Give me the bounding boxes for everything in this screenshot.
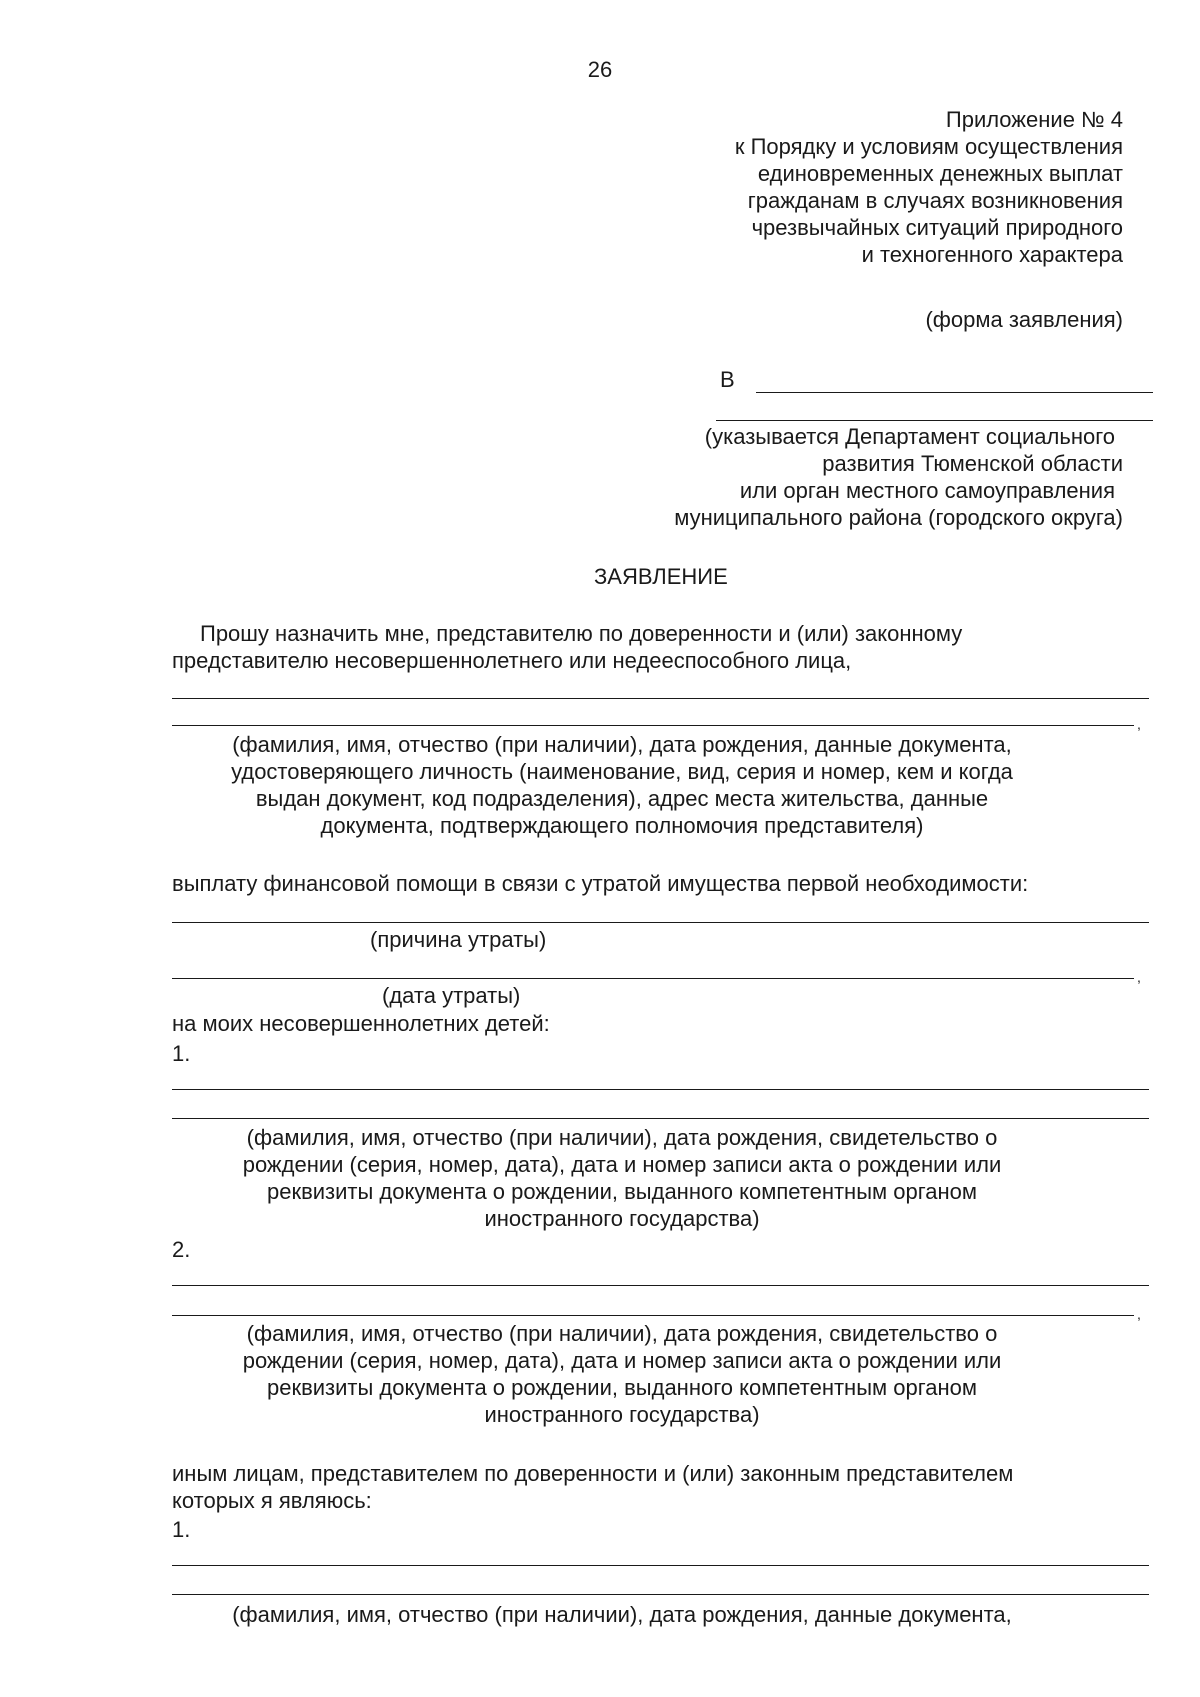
- child-hint-line: иностранного государства): [484, 1402, 760, 1427]
- others-line-b[interactable]: [172, 1594, 1149, 1595]
- intro-line-1: Прошу назначить мне, представителю по доверенности и (или) законному: [200, 621, 963, 646]
- loss-reason-hint: (причина утраты): [370, 927, 547, 952]
- comma: ,: [1137, 969, 1141, 985]
- applicant-hint-line: (фамилия, имя, отчество (при наличии), дата рождения, данные документа,: [232, 732, 1012, 757]
- child-hint-line: рождении (серия, номер, дата), дата и номер записи акта о рождении или: [242, 1348, 1002, 1373]
- child-number: 1.: [172, 1041, 191, 1066]
- others-number: 1.: [172, 1517, 191, 1542]
- appendix-block: [735, 106, 1123, 268]
- child-2-line-1[interactable]: [172, 1285, 1149, 1286]
- child-hint-line: реквизиты документа о рождении, выданного компетентным органом: [266, 1375, 978, 1400]
- child-1-hint: [172, 1124, 1072, 1232]
- child-hint-line: (фамилия, имя, отчество (при наличии), дата рождения, свидетельство о: [246, 1125, 998, 1150]
- loss-date-line[interactable]: [172, 978, 1134, 979]
- child-hint-line: рождении (серия, номер, дата), дата и номер записи акта о рождении или: [242, 1152, 1002, 1177]
- applicant-hint-line: выдан документ, код подразделения), адрес места жительства, данные: [255, 786, 989, 811]
- form-label: (форма заявления): [925, 307, 1123, 332]
- child-hint-line: (фамилия, имя, отчество (при наличии), дата рождения, свидетельство о: [246, 1321, 998, 1346]
- document-title: ЗАЯВЛЕНИЕ: [594, 564, 728, 589]
- appendix-line: гражданам в случаях возникновения: [747, 188, 1123, 213]
- loss-date-hint: (дата утраты): [382, 983, 521, 1008]
- children-label: на моих несовершеннолетних детей:: [172, 1011, 550, 1036]
- others-hint: [172, 1601, 1072, 1628]
- appendix-line: единовременных денежных выплат: [757, 161, 1123, 186]
- loss-reason-line[interactable]: [172, 922, 1149, 923]
- addressee-hint: [674, 423, 1123, 531]
- child-hint-line: иностранного государства): [484, 1206, 760, 1231]
- addressee-line-1[interactable]: [756, 392, 1153, 393]
- appendix-line: к Порядку и условиям осуществления: [734, 134, 1123, 159]
- others-line-a[interactable]: [172, 1565, 1149, 1566]
- others-line-1: иным лицам, представителем по доверенности и (или) законным представителем: [172, 1461, 1014, 1486]
- others-hint-line: (фамилия, имя, отчество (при наличии), дата рождения, данные документа,: [232, 1602, 1012, 1627]
- appendix-line: чрезвычайных ситуаций природного: [751, 215, 1123, 240]
- payment-text: выплату финансовой помощи в связи с утратой имущества первой необходимости:: [172, 871, 1029, 896]
- page-number: 26: [587, 57, 613, 82]
- applicant-line-1[interactable]: [172, 698, 1149, 699]
- child-1-line-2[interactable]: [172, 1118, 1149, 1119]
- appendix-line: Приложение № 4: [945, 107, 1123, 132]
- appendix-line: и техногенного характера: [861, 242, 1123, 267]
- addressee-hint-line: развития Тюменской области: [822, 451, 1123, 476]
- comma: ,: [1137, 1306, 1141, 1322]
- intro-line-2: представителю несовершеннолетнего или недееспособного лица,: [172, 648, 852, 673]
- others-line-2: которых я являюсь:: [172, 1488, 372, 1513]
- addressee-line-2[interactable]: [716, 420, 1153, 421]
- applicant-line-2[interactable]: [172, 725, 1134, 726]
- child-hint-line: реквизиты документа о рождении, выданного компетентным органом: [266, 1179, 978, 1204]
- child-number: 2.: [172, 1237, 191, 1262]
- child-2-hint: [172, 1320, 1072, 1428]
- addressee-hint-line: или орган местного самоуправления: [739, 478, 1115, 503]
- child-2-line-2[interactable]: [172, 1315, 1134, 1316]
- addressee-hint-line: муниципального района (городского округа): [674, 505, 1123, 530]
- addressee-prefix: В: [720, 367, 735, 392]
- addressee-hint-line: (указывается Департамент социального: [704, 424, 1115, 449]
- applicant-hint: [172, 731, 1072, 839]
- applicant-hint-line: удостоверяющего личность (наименование, вид, серия и номер, кем и когда: [231, 759, 1013, 784]
- child-1-line-1[interactable]: [172, 1089, 1149, 1090]
- applicant-hint-line: документа, подтверждающего полномочия представителя): [320, 813, 924, 838]
- comma: ,: [1137, 716, 1141, 732]
